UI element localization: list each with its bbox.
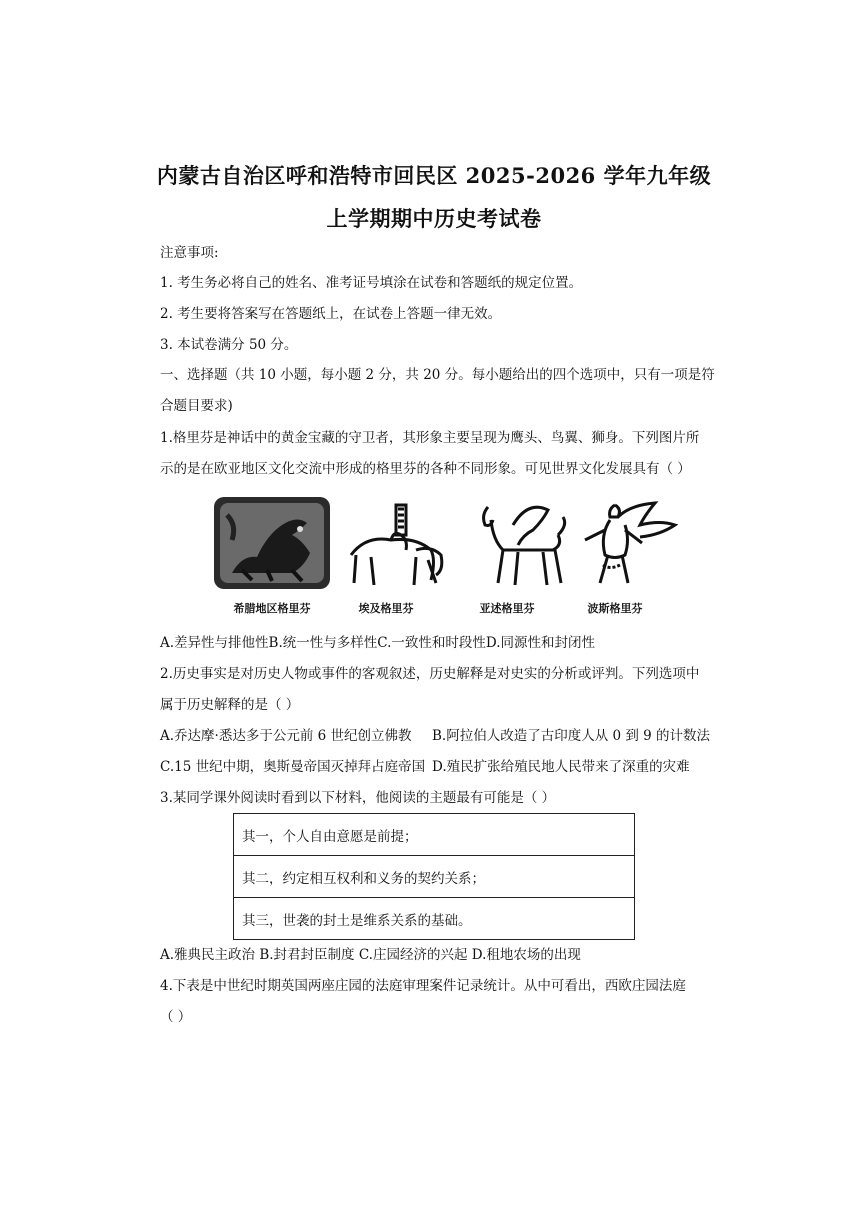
notes-heading: 注意事项: xyxy=(160,245,219,261)
figure-caption: 埃及格里芬 xyxy=(358,602,414,615)
q1-options: A.差异性与排他性B.统一性与多样性C.一致性和时段性D.同源性和封闭性 xyxy=(160,635,596,651)
q2-option-a: A.乔达摩·悉达多于公元前 6 世纪创立佛教 xyxy=(160,728,412,744)
q2-option-b: B.阿拉伯人改造了古印度人从 0 到 9 的计数法 xyxy=(432,728,711,744)
greek-griffin-relief-icon xyxy=(212,495,332,591)
q1-stem: 1.格里芬是神话中的黄金宝藏的守卫者，其形象主要呈现为鹰头、鸟翼、狮身。下列图片所 xyxy=(160,430,700,446)
section-heading: 一、选择题（共 10 小题，每小题 2 分，共 20 分。每小题给出的四个选项中，只有一项是符 xyxy=(160,367,715,383)
q3-material-table xyxy=(233,813,635,940)
assyrian-griffin-icon xyxy=(463,495,583,591)
table-cell: 其一，个人自由意愿是前提； xyxy=(234,814,635,856)
note-item: 3. 本试卷满分 50 分。 xyxy=(160,337,298,353)
figure-caption: 波斯格里芬 xyxy=(587,602,643,615)
q3-options: A.雅典民主政治 B.封君封臣制度 C.庄园经济的兴起 D.租地农场的出现 xyxy=(160,947,581,963)
table-row xyxy=(234,898,635,940)
q3-stem: 3.某同学课外阅读时看到以下材料，他阅读的主题最有可能是（ ） xyxy=(160,790,556,806)
figure-caption: 希腊地区格里芬 xyxy=(233,602,311,615)
exam-title-line2: 上学期期中历史考试卷 xyxy=(326,206,542,231)
persian-griffin-icon xyxy=(570,495,690,591)
table-row xyxy=(234,814,635,856)
q2-stem: 2.历史事实是对历史人物或事件的客观叙述，历史解释是对史实的分析或评判。下列选项中 xyxy=(160,666,700,682)
q4-stem-cont: （ ） xyxy=(160,1009,192,1025)
q2-option-c: C.15 世纪中期，奥斯曼帝国灭掉拜占庭帝国 xyxy=(160,759,426,775)
figure-caption: 亚述格里芬 xyxy=(479,602,535,615)
q4-stem: 4.下表是中世纪时期英国两座庄园的法庭审理案件记录统计。从中可看出，西欧庄园法庭 xyxy=(160,978,686,994)
note-item: 1. 考生务必将自己的姓名、准考证号填涂在试卷和答题纸的规定位置。 xyxy=(160,275,583,291)
note-item: 2. 考生要将答案写在答题纸上，在试卷上答题一律无效。 xyxy=(160,306,502,322)
q1-stem-cont: 示的是在欧亚地区文化交流中形成的格里芬的各种不同形象。可见世界文化发展具有（ ） xyxy=(160,461,691,477)
q2-stem-cont: 属于历史解释的是（ ） xyxy=(160,697,300,713)
table-cell: 其三，世袭的封土是维系关系的基础。 xyxy=(234,898,635,940)
table-row xyxy=(234,856,635,898)
q2-option-d: D.殖民扩张给殖民地人民带来了深重的灾难 xyxy=(432,759,690,775)
table-cell: 其二，约定相互权利和义务的契约关系； xyxy=(234,856,635,898)
section-heading-cont: 合题目要求) xyxy=(160,398,233,414)
exam-title-line1: 内蒙古自治区呼和浩特市回民区 2025-2026 学年九年级 xyxy=(156,163,712,188)
egyptian-griffin-icon xyxy=(336,495,456,591)
